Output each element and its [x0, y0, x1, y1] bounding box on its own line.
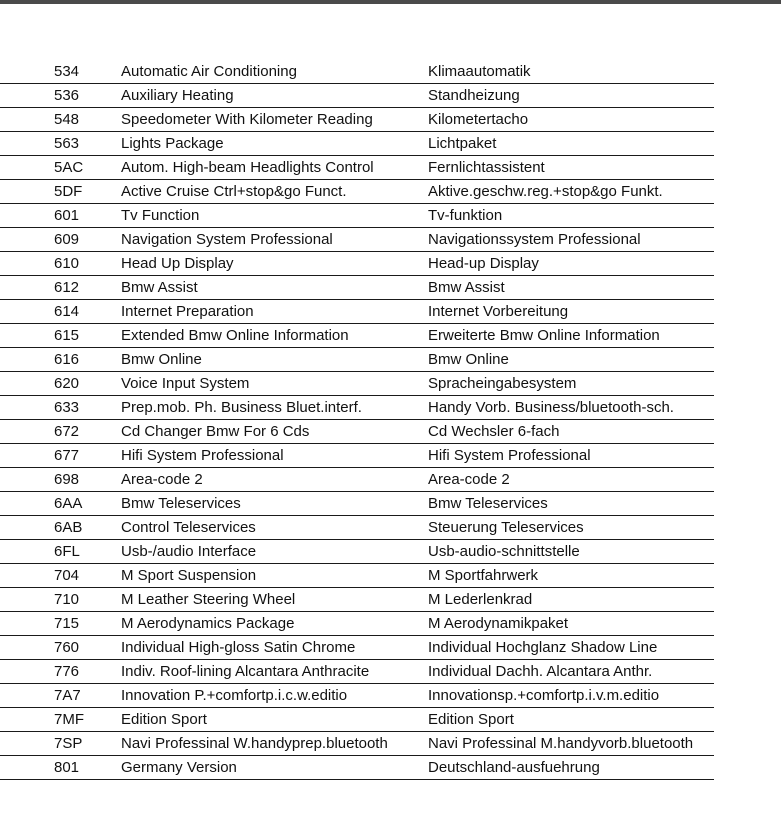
option-name-german: Handy Vorb. Business/bluetooth-sch. [428, 399, 674, 416]
option-code: 536 [54, 87, 80, 104]
option-name-english: M Leather Steering Wheel [121, 591, 296, 608]
option-code: 620 [54, 375, 80, 392]
table-row [0, 588, 714, 612]
option-name-english: Voice Input System [121, 375, 250, 392]
option-name-english: Individual High-gloss Satin Chrome [121, 639, 356, 656]
table-row [0, 252, 714, 276]
table-row [0, 84, 714, 108]
option-name-english: Tv Function [121, 207, 200, 224]
option-name-german: Innovationsp.+comfortp.i.v.m.editio [428, 687, 660, 704]
option-name-english: Hifi System Professional [121, 447, 284, 464]
option-name-english: Auxiliary Heating [121, 87, 234, 104]
table-row [0, 468, 714, 492]
option-name-german: Tv-funktion [428, 207, 503, 224]
option-code: 7MF [54, 711, 84, 728]
option-code: 615 [54, 327, 80, 344]
table-row [0, 324, 714, 348]
option-name-german: Erweiterte Bmw Online Information [428, 327, 660, 344]
option-name-german: Aktive.geschw.reg.+stop&go Funkt. [428, 183, 663, 200]
option-name-german: M Aerodynamikpaket [428, 615, 569, 632]
option-name-english: Internet Preparation [121, 303, 254, 320]
option-name-german: Cd Wechsler 6-fach [428, 423, 560, 440]
table-row [0, 372, 714, 396]
option-name-german: Bmw Assist [428, 279, 505, 296]
table-row [0, 156, 714, 180]
option-name-english: Bmw Online [121, 351, 202, 368]
option-name-german: Head-up Display [428, 255, 539, 272]
option-name-english: Indiv. Roof-lining Alcantara Anthracite [121, 663, 370, 680]
table-row [0, 132, 714, 156]
option-code: 614 [54, 303, 80, 320]
option-code: 704 [54, 567, 80, 584]
option-name-english: Head Up Display [121, 255, 234, 272]
table-row [0, 420, 714, 444]
option-code: 534 [54, 63, 80, 80]
option-code: 698 [54, 471, 80, 488]
table-row [0, 708, 714, 732]
option-name-english: Navi Professinal W.handyprep.bluetooth [121, 735, 388, 752]
option-name-german: Internet Vorbereitung [428, 303, 569, 320]
table-row [0, 660, 714, 684]
option-name-german: Deutschland-ausfuehrung [428, 759, 600, 776]
option-code: 801 [54, 759, 80, 776]
option-name-english: Edition Sport [121, 711, 207, 728]
option-name-english: Lights Package [121, 135, 224, 152]
option-code: 6AB [54, 519, 83, 536]
option-name-english: Usb-/audio Interface [121, 543, 257, 560]
option-code: 7SP [54, 735, 83, 752]
option-name-german: Klimaautomatik [428, 63, 531, 80]
option-name-german: Hifi System Professional [428, 447, 591, 464]
option-name-english: Navigation System Professional [121, 231, 333, 248]
option-name-english: Bmw Assist [121, 279, 198, 296]
option-name-english: Area-code 2 [121, 471, 203, 488]
option-code: 7A7 [54, 687, 81, 704]
option-code: 672 [54, 423, 80, 440]
option-name-english: Prep.mob. Ph. Business Bluet.interf. [121, 399, 362, 416]
option-name-english: Bmw Teleservices [121, 495, 241, 512]
table-row [0, 492, 714, 516]
option-code: 710 [54, 591, 80, 608]
table-row [0, 636, 714, 660]
option-name-german: M Lederlenkrad [428, 591, 533, 608]
option-code: 760 [54, 639, 80, 656]
option-name-german: Bmw Teleservices [428, 495, 548, 512]
option-code: 5AC [54, 159, 84, 176]
option-name-german: Individual Hochglanz Shadow Line [428, 639, 658, 656]
option-name-english: Speedometer With Kilometer Reading [121, 111, 373, 128]
option-name-german: Edition Sport [428, 711, 514, 728]
table-row [0, 108, 714, 132]
option-name-german: Fernlichtassistent [428, 159, 545, 176]
option-name-german: Kilometertacho [428, 111, 529, 128]
option-name-english: Extended Bmw Online Information [121, 327, 349, 344]
table-row [0, 396, 714, 420]
option-code: 776 [54, 663, 80, 680]
option-name-english: Active Cruise Ctrl+stop&go Funct. [121, 183, 347, 200]
option-code: 616 [54, 351, 80, 368]
table-row [0, 684, 714, 708]
option-name-german: Bmw Online [428, 351, 509, 368]
viewer-top-border [0, 0, 781, 4]
table-row [0, 444, 714, 468]
option-name-german: Lichtpaket [428, 135, 497, 152]
table-row [0, 228, 714, 252]
option-code: 601 [54, 207, 80, 224]
options-table [0, 60, 714, 780]
table-row [0, 756, 714, 780]
option-code: 5DF [54, 183, 83, 200]
option-name-english: Cd Changer Bmw For 6 Cds [121, 423, 310, 440]
option-name-german: Individual Dachh. Alcantara Anthr. [428, 663, 653, 680]
option-name-german: Area-code 2 [428, 471, 510, 488]
option-name-english: Automatic Air Conditioning [121, 63, 297, 80]
table-row [0, 204, 714, 228]
option-name-german: M Sportfahrwerk [428, 567, 539, 584]
option-name-english: Innovation P.+comfortp.i.c.w.editio [121, 687, 348, 704]
option-code: 548 [54, 111, 80, 128]
option-name-german: Navi Professinal M.handyvorb.bluetooth [428, 735, 694, 752]
table-row [0, 180, 714, 204]
option-code: 633 [54, 399, 80, 416]
table-row [0, 276, 714, 300]
table-row [0, 516, 714, 540]
option-name-german: Standheizung [428, 87, 520, 104]
table-row [0, 60, 714, 84]
option-code: 612 [54, 279, 80, 296]
option-name-german: Navigationssystem Professional [428, 231, 641, 248]
option-code: 715 [54, 615, 80, 632]
option-name-english: Germany Version [121, 759, 237, 776]
option-name-english: Autom. High-beam Headlights Control [121, 159, 374, 176]
option-code: 610 [54, 255, 80, 272]
option-name-german: Spracheingabesystem [428, 375, 577, 392]
table-row [0, 612, 714, 636]
table-row [0, 540, 714, 564]
option-code: 6AA [54, 495, 83, 512]
option-code: 563 [54, 135, 80, 152]
table-row [0, 732, 714, 756]
option-name-german: Usb-audio-schnittstelle [428, 543, 580, 560]
option-code: 677 [54, 447, 80, 464]
option-name-german: Steuerung Teleservices [428, 519, 584, 536]
option-name-english: M Aerodynamics Package [121, 615, 295, 632]
option-name-english: Control Teleservices [121, 519, 256, 536]
option-code: 6FL [54, 543, 80, 560]
table-row [0, 300, 714, 324]
option-name-english: M Sport Suspension [121, 567, 257, 584]
option-code: 609 [54, 231, 80, 248]
table-row [0, 564, 714, 588]
table-row [0, 348, 714, 372]
